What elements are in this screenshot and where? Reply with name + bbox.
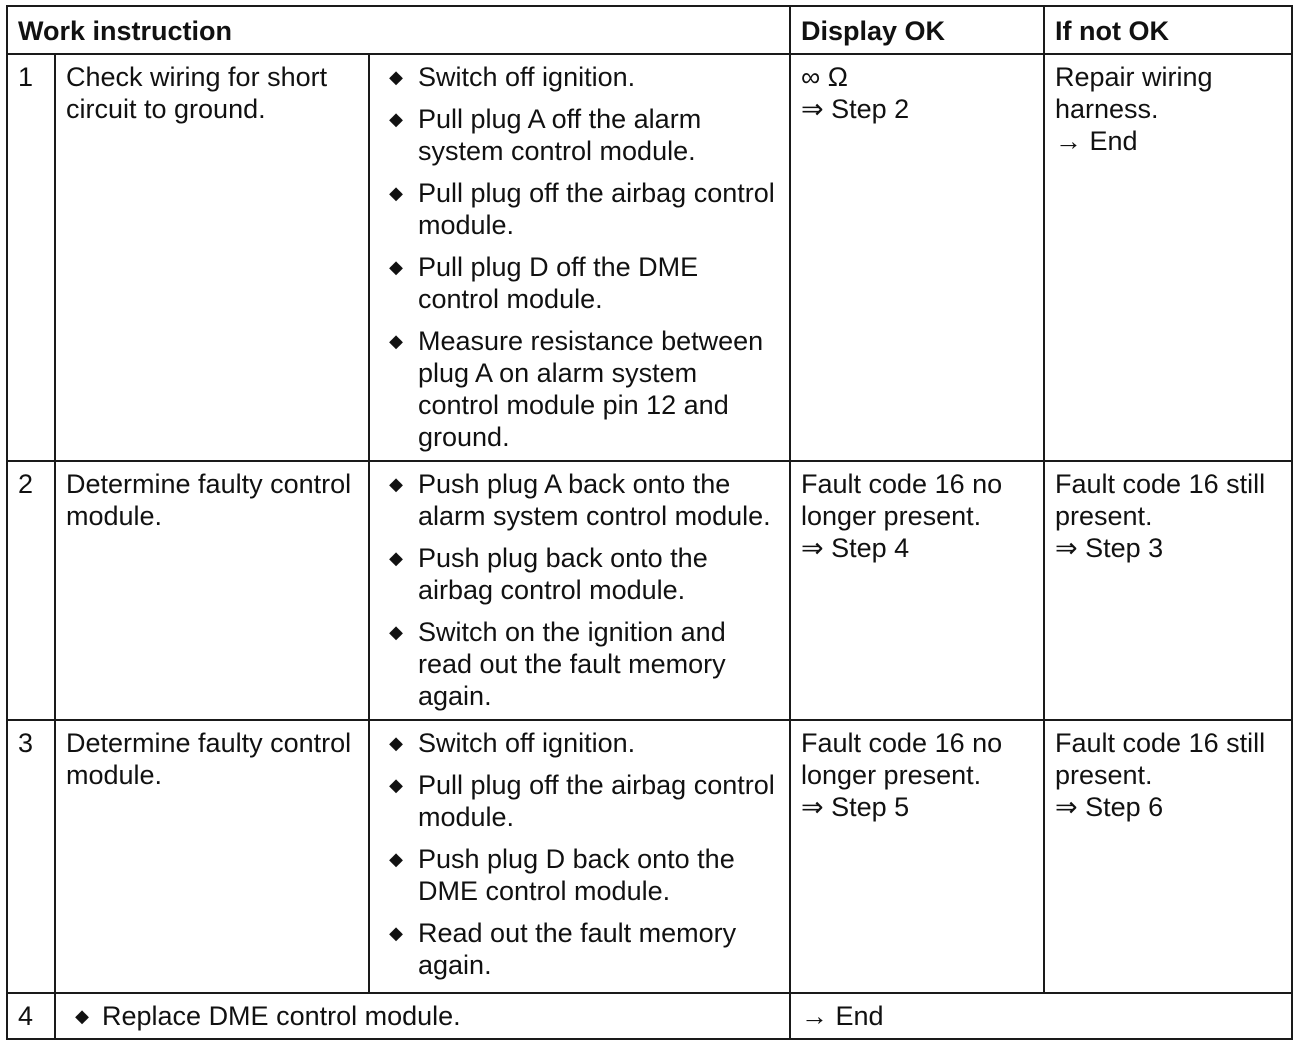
step-actions (369, 54, 790, 461)
action-item: ◆ Measure resistance between plug A on alarm system control module pin 12 and ground. (380, 325, 779, 453)
display-ok-cell (790, 993, 1292, 1039)
diamond-bullet-icon: ◆ (389, 474, 403, 494)
table-row (7, 720, 1292, 993)
diamond-bullet-icon: ◆ (75, 1006, 89, 1026)
if-not-ok-line: Fault code 16 still present. (1055, 728, 1266, 790)
header-work-instruction: Work instruction (7, 6, 790, 54)
table-row (7, 461, 1292, 720)
diamond-bullet-icon: ◆ (389, 733, 403, 753)
step-number: 4 (7, 993, 55, 1039)
header-display-ok: Display OK (790, 6, 1044, 54)
action-item: ◆ Replace DME control module. (66, 1000, 779, 1032)
action-item: ◆ Pull plug A off the alarm system control module. (380, 103, 779, 167)
if-not-ok-cell (1044, 461, 1292, 720)
action-item: ◆ Switch on the ignition and read out the fault memory again. (380, 616, 779, 712)
work-instruction-table (6, 5, 1293, 1040)
if-not-ok-cell (1044, 720, 1292, 993)
display-ok-line: → End (801, 1001, 884, 1031)
step-instruction: Determine faulty control module. (55, 461, 369, 720)
display-ok-cell (790, 461, 1044, 720)
action-item: ◆ Pull plug off the airbag control module. (380, 769, 779, 833)
diamond-bullet-icon: ◆ (389, 183, 403, 203)
display-ok-line: Fault code 16 no longer present. (801, 728, 1003, 790)
diamond-bullet-icon: ◆ (389, 331, 403, 351)
action-item: ◆ Pull plug D off the DME control module. (380, 251, 779, 315)
action-item: ◆ Push plug A back onto the alarm system control module. (380, 468, 779, 532)
step-instruction: Determine faulty control module. (55, 720, 369, 993)
step-actions (369, 461, 790, 720)
step-actions (369, 720, 790, 993)
action-item: ◆ Pull plug off the airbag control module. (380, 177, 779, 241)
if-not-ok-cell (1044, 54, 1292, 461)
diamond-bullet-icon: ◆ (389, 622, 403, 642)
display-ok-line: ∞ Ω (801, 62, 848, 92)
table-row (7, 54, 1292, 461)
display-ok-line: ⇒ Step 5 (801, 792, 910, 822)
display-ok-cell (790, 54, 1044, 461)
action-item: ◆ Switch off ignition. (380, 727, 779, 759)
step-number: 3 (7, 720, 55, 993)
diamond-bullet-icon: ◆ (389, 67, 403, 87)
diamond-bullet-icon: ◆ (389, 849, 403, 869)
table-row (7, 993, 1292, 1039)
action-item: ◆ Switch off ignition. (380, 61, 779, 93)
action-item: ◆ Push plug D back onto the DME control module. (380, 843, 779, 907)
diamond-bullet-icon: ◆ (389, 109, 403, 129)
diamond-bullet-icon: ◆ (389, 775, 403, 795)
action-item: ◆ Push plug back onto the airbag control module. (380, 542, 779, 606)
if-not-ok-line: Repair wiring harness. (1055, 62, 1213, 124)
if-not-ok-line: ⇒ Step 6 (1055, 792, 1164, 822)
header-row (7, 6, 1292, 54)
display-ok-line: Fault code 16 no longer present. (801, 469, 1003, 531)
diamond-bullet-icon: ◆ (389, 923, 403, 943)
display-ok-cell (790, 720, 1044, 993)
step-number: 2 (7, 461, 55, 720)
display-ok-line: ⇒ Step 4 (801, 533, 910, 563)
header-if-not-ok: If not OK (1044, 6, 1292, 54)
if-not-ok-line: → End (1055, 126, 1138, 156)
step-number: 1 (7, 54, 55, 461)
if-not-ok-line: ⇒ Step 3 (1055, 533, 1164, 563)
action-item: ◆ Read out the fault memory again. (380, 917, 779, 981)
step-instruction: Check wiring for short circuit to ground. (55, 54, 369, 461)
diamond-bullet-icon: ◆ (389, 257, 403, 277)
step-actions (55, 993, 790, 1039)
diamond-bullet-icon: ◆ (389, 548, 403, 568)
display-ok-line: ⇒ Step 2 (801, 94, 910, 124)
if-not-ok-line: Fault code 16 still present. (1055, 469, 1266, 531)
